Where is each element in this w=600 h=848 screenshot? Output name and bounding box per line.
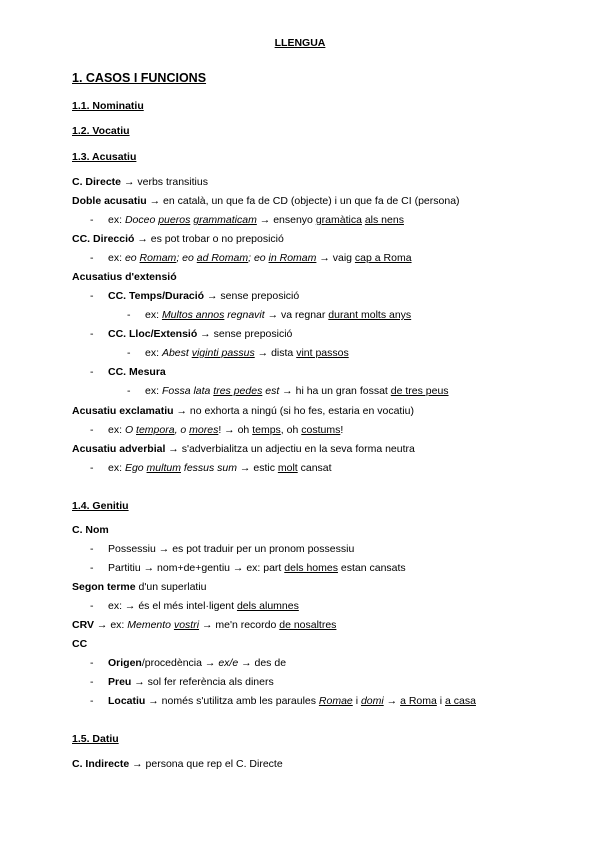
subsection-heading: 1.2. Vocatiu	[72, 125, 130, 137]
list-item: - ex: Ego multum fessus sum → estic molt cansat	[90, 462, 332, 474]
text-line: C. Indirecte → persona que rep el C. Directe	[72, 758, 283, 770]
text-line: C. Nom	[72, 524, 109, 536]
list-item: - Locatiu → només s'utilitza amb les paraules Romae i domi → a Roma i a casa	[90, 695, 476, 707]
list-item: - ex: Doceo pueros grammaticam → ensenyo gramàtica als nens	[90, 214, 404, 226]
list-item: - Origen/procedència → ex/e → des de	[90, 657, 287, 669]
subsection-heading: 1.4. Genitiu	[72, 500, 129, 512]
subsection-heading: 1.3. Acusatiu	[72, 151, 137, 163]
text-line: Acusatius d'extensió	[72, 271, 177, 283]
text-line: Segon terme d'un superlatiu	[72, 581, 207, 593]
list-item: - CC. Mesura	[90, 366, 166, 378]
page-title: LLENGUA	[274, 37, 326, 49]
list-item: - Possessiu → es pot traduir per un pronom possessiu	[90, 543, 355, 555]
subsection-heading: 1.5. Datiu	[72, 733, 119, 745]
text-line: CC. Direcció → es pot trobar o no preposició	[72, 233, 284, 245]
text-line: C. Directe → verbs transitius	[72, 176, 208, 188]
list-item: - CC. Lloc/Extensió → sense preposició	[90, 328, 293, 340]
section-heading: 1. CASOS I FUNCIONS	[72, 71, 207, 85]
list-item: - ex: O tempora, o mores! → oh temps, oh costums!	[90, 424, 344, 436]
list-item: - ex: Abest viginti passus → dista vint passos	[127, 347, 349, 359]
list-item: - ex: Multos annos regnavit → va regnar durant molts anys	[127, 309, 412, 321]
list-item: - Preu → sol fer referència als diners	[90, 676, 274, 688]
list-item: - Partitiu → nom+de+gentiu → ex: part dels homes estan cansats	[90, 562, 406, 574]
list-item: - ex: Fossa lata tres pedes est → hi ha un gran fossat de tres peus	[127, 385, 449, 397]
text-line: Acusatiu exclamatiu → no exhorta a ningú (si ho fes, estaria en vocatiu)	[72, 405, 415, 417]
text-line: Acusatiu adverbial → s'adverbialitza un adjectiu en la seva forma neutra	[72, 443, 415, 455]
list-item: - CC. Temps/Duració → sense preposició	[90, 290, 300, 302]
list-item: - ex: eo Romam; eo ad Romam; eo in Romam → vaig cap a Roma	[90, 252, 412, 264]
text-line: CC	[72, 638, 88, 650]
list-item: - ex: → és el més intel·ligent dels alumnes	[90, 600, 299, 612]
text-line: Doble acusatiu → en català, un que fa de CD (objecte) i un que fa de CI (persona)	[72, 195, 460, 207]
text-line: CRV → ex: Memento vostri → me'n recordo de nosaltres	[72, 619, 337, 631]
subsection-heading: 1.1. Nominatiu	[72, 100, 144, 112]
